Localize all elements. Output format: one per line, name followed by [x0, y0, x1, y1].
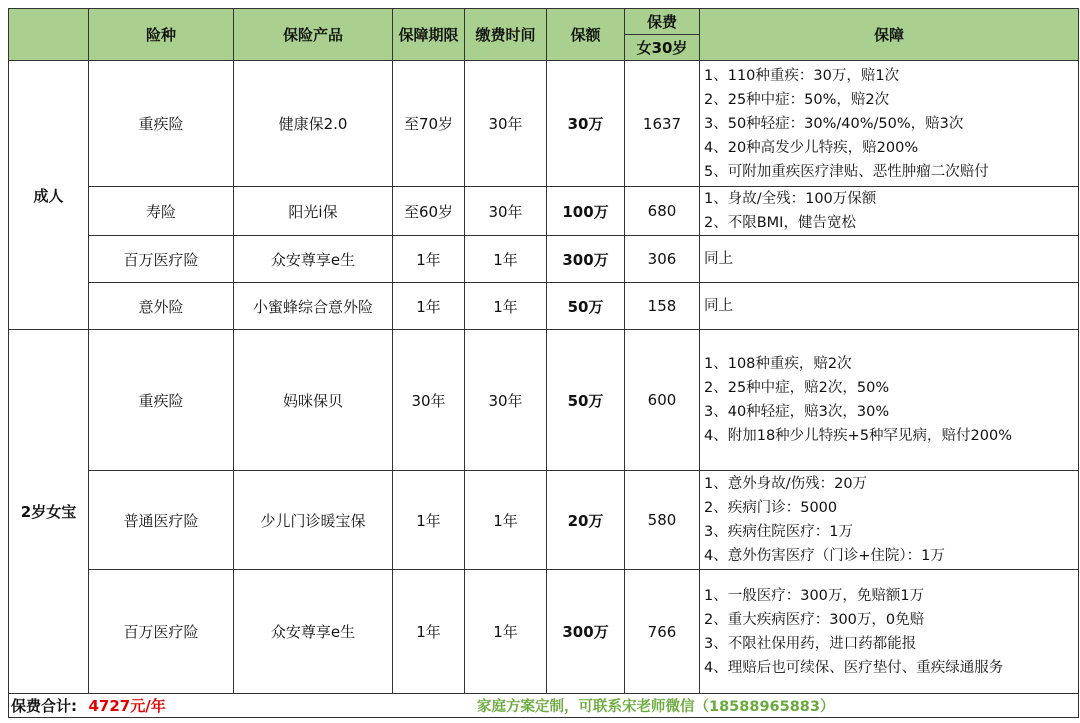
header-premium: 保费	[625, 9, 700, 35]
header-coverage-term: 保障期限	[393, 9, 465, 61]
insurance-plan-table	[8, 8, 1079, 718]
cell-premium: 766	[625, 570, 700, 694]
cell-term: 1年	[393, 471, 465, 570]
contact-note: 家庭方案定制，可联系宋老师微信（18588965883）	[477, 699, 835, 715]
header-payment-term: 缴费时间	[465, 9, 547, 61]
cell-premium: 1637	[625, 61, 700, 187]
cell-product: 健康保2.0	[234, 61, 393, 187]
cell-amount: 300万	[547, 570, 625, 694]
header-insurance-type: 险种	[89, 9, 234, 61]
cell-term: 1年	[393, 236, 465, 283]
cell-type: 百万医疗险	[89, 570, 234, 694]
cell-coverage	[700, 187, 1079, 236]
cell-type: 重疾险	[89, 330, 234, 471]
cell-pay-term: 1年	[465, 283, 547, 330]
cell-term: 1年	[393, 283, 465, 330]
table-row	[9, 187, 1079, 236]
group-label-child: 2岁女宝	[9, 330, 89, 694]
cell-product: 阳光i保	[234, 187, 393, 236]
coverage-line: 1、108种重疾，赔2次	[704, 356, 852, 372]
table-row	[9, 61, 1079, 187]
cell-coverage	[700, 570, 1079, 694]
cell-type: 重疾险	[89, 61, 234, 187]
table-row	[9, 236, 1079, 283]
total-cell	[89, 694, 234, 718]
table-row	[9, 283, 1079, 330]
cell-coverage	[700, 471, 1079, 570]
cell-amount: 20万	[547, 471, 625, 570]
cell-premium: 680	[625, 187, 700, 236]
coverage-line: 1、一般医疗：300万，免赔额1万	[704, 587, 925, 604]
coverage-line: 2、25种中症：50%，赔2次	[704, 91, 890, 108]
cell-coverage	[700, 236, 1079, 283]
coverage-line: 4、意外伤害医疗（门诊+住院）：1万	[704, 548, 945, 564]
coverage-line: 同上	[704, 251, 733, 267]
coverage-line: 2、疾病门诊：5000	[704, 500, 838, 516]
coverage-line: 4、20种高发少儿特疾，赔200%	[704, 139, 919, 156]
cell-pay-term: 1年	[465, 471, 547, 570]
cell-amount: 300万	[547, 236, 625, 283]
coverage-line: 1、意外身故/伤残：20万	[704, 476, 868, 492]
cell-pay-term: 1年	[465, 570, 547, 694]
table-row	[9, 471, 1079, 570]
coverage-line: 5、可附加重疾医疗津贴、恶性肿瘤二次赔付	[704, 163, 989, 180]
coverage-line: 1、身故/全残：100万保额	[704, 191, 877, 207]
cell-amount: 100万	[547, 187, 625, 236]
coverage-line: 4、理赔后也可续保、医疗垫付、重疾绿通服务	[704, 659, 1004, 676]
cell-amount: 50万	[547, 283, 625, 330]
coverage-line: 1、110种重疾：30万，赔1次	[704, 67, 900, 84]
table-row	[9, 330, 1079, 471]
cell-product: 小蜜蜂综合意外险	[234, 283, 393, 330]
coverage-line: 2、不限BMI，健告宽松	[704, 215, 856, 231]
cell-pay-term: 30年	[465, 330, 547, 471]
cell-product: 众安尊享e生	[234, 236, 393, 283]
coverage-line: 3、疾病住院医疗：1万	[704, 524, 853, 540]
coverage-line: 3、不限社保用药，进口药都能报	[704, 635, 917, 652]
cell-coverage	[700, 61, 1079, 187]
cell-type: 普通医疗险	[89, 471, 234, 570]
cell-premium: 306	[625, 236, 700, 283]
total-premium: 4727元/年	[88, 697, 166, 715]
coverage-line: 3、40种轻症，赔3次，30%	[704, 404, 890, 420]
cell-product: 少儿门诊暖宝保	[234, 471, 393, 570]
cell-type: 寿险	[89, 187, 234, 236]
cell-premium: 158	[625, 283, 700, 330]
coverage-line: 2、重大疾病医疗：300万，0免赔	[704, 611, 925, 628]
footer-note-cell	[234, 694, 1079, 718]
cell-term: 至70岁	[393, 61, 465, 187]
cell-product: 妈咪保贝	[234, 330, 393, 471]
header-product: 保险产品	[234, 9, 393, 61]
cell-premium: 600	[625, 330, 700, 471]
cell-pay-term: 1年	[465, 236, 547, 283]
cell-pay-term: 30年	[465, 61, 547, 187]
coverage-line: 3、50种轻症：30%/40%/50%，赔3次	[704, 115, 964, 132]
coverage-line: 同上	[704, 298, 733, 314]
header-premium-sub: 女30岁	[625, 35, 700, 61]
coverage-line: 2、25种中症，赔2次，50%	[704, 380, 890, 396]
footer-row	[9, 694, 1079, 718]
cell-product: 众安尊享e生	[234, 570, 393, 694]
cell-type: 意外险	[89, 283, 234, 330]
table-row	[9, 570, 1079, 694]
header-coverage: 保障	[700, 9, 1079, 61]
cell-premium: 580	[625, 471, 700, 570]
cell-pay-term: 30年	[465, 187, 547, 236]
cell-amount: 50万	[547, 330, 625, 471]
cell-coverage	[700, 330, 1079, 471]
header-blank	[9, 9, 89, 61]
coverage-line: 4、附加18种少儿特疾+5种罕见病，赔付200%	[704, 428, 1013, 444]
group-label-adult: 成人	[9, 61, 89, 330]
cell-term: 1年	[393, 570, 465, 694]
header-sum-insured: 保额	[547, 9, 625, 61]
total-label: 保费合计:	[9, 694, 89, 718]
cell-term: 至60岁	[393, 187, 465, 236]
cell-type: 百万医疗险	[89, 236, 234, 283]
cell-term: 30年	[393, 330, 465, 471]
cell-coverage	[700, 283, 1079, 330]
cell-amount: 30万	[547, 61, 625, 187]
